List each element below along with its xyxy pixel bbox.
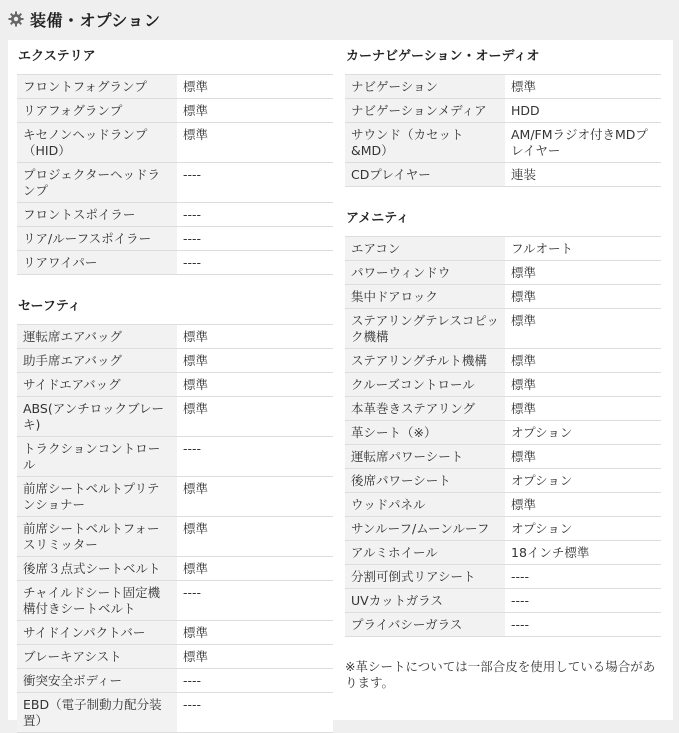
spec-label: リア/ルーフスポイラー bbox=[17, 227, 177, 251]
spec-value: 18インチ標準 bbox=[505, 541, 661, 565]
spec-value: 標準 bbox=[177, 325, 333, 349]
table-row bbox=[345, 421, 661, 445]
table-row bbox=[345, 309, 661, 349]
spec-value: 標準 bbox=[177, 99, 333, 123]
spec-value: 標準 bbox=[177, 373, 333, 397]
spec-value: AM/FMラジオ付きMDプレイヤー bbox=[505, 123, 661, 163]
spec-label: サイドエアバッグ bbox=[17, 373, 177, 397]
table-row bbox=[17, 349, 333, 373]
spec-value: ---- bbox=[177, 581, 333, 621]
table-row bbox=[17, 123, 333, 163]
spec-label: リアワイパー bbox=[17, 251, 177, 275]
table-row bbox=[345, 541, 661, 565]
spec-label: CDプレイヤー bbox=[345, 163, 505, 187]
table-row bbox=[17, 373, 333, 397]
table-row bbox=[17, 227, 333, 251]
table-row bbox=[17, 557, 333, 581]
spec-value: オプション bbox=[505, 517, 661, 541]
spec-value: ---- bbox=[505, 613, 661, 637]
spec-value: 標準 bbox=[505, 261, 661, 285]
spec-label: サンルーフ/ムーンルーフ bbox=[345, 517, 505, 541]
table-row bbox=[345, 163, 661, 187]
spec-label: プライバシーガラス bbox=[345, 613, 505, 637]
table-row bbox=[345, 517, 661, 541]
spec-label: 助手席エアバッグ bbox=[17, 349, 177, 373]
spec-label: 前席シートベルトプリテンショナー bbox=[17, 477, 177, 517]
table-row bbox=[17, 397, 333, 437]
spec-value: 標準 bbox=[505, 309, 661, 349]
spec-label: 後席パワーシート bbox=[345, 469, 505, 493]
table-row bbox=[17, 645, 333, 669]
spec-label: 集中ドアロック bbox=[345, 285, 505, 309]
spec-label: チャイルドシート固定機構付きシートベルト bbox=[17, 581, 177, 621]
table-row bbox=[17, 99, 333, 123]
table-row bbox=[17, 75, 333, 99]
spec-label: エアコン bbox=[345, 237, 505, 261]
spec-value: 標準 bbox=[177, 557, 333, 581]
spec-table bbox=[17, 325, 333, 733]
section-title: アメニティ bbox=[345, 202, 661, 237]
table-row bbox=[17, 437, 333, 477]
spec-label: ABS(アンチロックブレーキ) bbox=[17, 397, 177, 437]
table-row bbox=[17, 163, 333, 203]
spec-value: 標準 bbox=[177, 397, 333, 437]
table-row bbox=[345, 99, 661, 123]
spec-value: 標準 bbox=[505, 349, 661, 373]
section-header bbox=[0, 0, 679, 38]
spec-label: ステアリングチルト機構 bbox=[345, 349, 505, 373]
spec-value: 標準 bbox=[177, 621, 333, 645]
spec-label: 本革巻きステアリング bbox=[345, 397, 505, 421]
equipment-panel bbox=[8, 40, 673, 728]
spec-value: ---- bbox=[177, 203, 333, 227]
spec-value: HDD bbox=[505, 99, 661, 123]
spec-value: 標準 bbox=[505, 373, 661, 397]
spec-value: ---- bbox=[177, 163, 333, 203]
table-row bbox=[345, 349, 661, 373]
spec-label: EBD（電子制動力配分装置） bbox=[17, 693, 177, 733]
table-row bbox=[345, 565, 661, 589]
section-title: セーフティ bbox=[17, 290, 333, 325]
table-row bbox=[345, 261, 661, 285]
table-row bbox=[17, 251, 333, 275]
spec-value: ---- bbox=[177, 669, 333, 693]
spec-value: ---- bbox=[505, 589, 661, 613]
spec-label: フロントスポイラー bbox=[17, 203, 177, 227]
gear-icon bbox=[8, 11, 24, 27]
table-row bbox=[345, 493, 661, 517]
spec-label: ステアリングテレスコピック機構 bbox=[345, 309, 505, 349]
section-title: カーナビゲーション・オーディオ bbox=[345, 40, 661, 75]
spec-table bbox=[17, 75, 333, 275]
table-row bbox=[345, 373, 661, 397]
spec-value: ---- bbox=[177, 693, 333, 733]
table-row bbox=[345, 445, 661, 469]
spec-label: キセノンヘッドランプ（HID） bbox=[17, 123, 177, 163]
spec-value: ---- bbox=[505, 565, 661, 589]
spec-label: 分割可倒式リアシート bbox=[345, 565, 505, 589]
spec-label: アルミホイール bbox=[345, 541, 505, 565]
spec-label: リアフォグランプ bbox=[17, 99, 177, 123]
spec-value: ---- bbox=[177, 437, 333, 477]
spec-value: 標準 bbox=[505, 397, 661, 421]
spec-value: 標準 bbox=[505, 75, 661, 99]
table-row bbox=[17, 581, 333, 621]
spec-label: 運転席パワーシート bbox=[345, 445, 505, 469]
spec-label: トラクションコントロール bbox=[17, 437, 177, 477]
spec-value: 標準 bbox=[177, 477, 333, 517]
page-title: 装備・オプション bbox=[30, 10, 161, 30]
spec-label: 前席シートベルトフォースリミッター bbox=[17, 517, 177, 557]
spec-value: 標準 bbox=[177, 123, 333, 163]
spec-value: 標準 bbox=[177, 349, 333, 373]
table-row bbox=[345, 469, 661, 493]
table-row bbox=[17, 517, 333, 557]
spec-value: フルオート bbox=[505, 237, 661, 261]
table-row bbox=[17, 203, 333, 227]
spec-value: 標準 bbox=[505, 493, 661, 517]
table-row bbox=[345, 123, 661, 163]
table-row bbox=[345, 75, 661, 99]
right-column bbox=[345, 40, 661, 637]
footnote: ※革シートについては一部合皮を使用している場合があります。 bbox=[345, 659, 656, 690]
spec-value: 標準 bbox=[505, 445, 661, 469]
spec-label: プロジェクターヘッドランプ bbox=[17, 163, 177, 203]
spec-value: 標準 bbox=[177, 517, 333, 557]
spec-label: 衝突安全ボディー bbox=[17, 669, 177, 693]
spec-value: 標準 bbox=[177, 645, 333, 669]
table-row bbox=[345, 397, 661, 421]
spec-label: サイドインパクトバー bbox=[17, 621, 177, 645]
spec-label: ナビゲーションメディア bbox=[345, 99, 505, 123]
spec-label: ウッドパネル bbox=[345, 493, 505, 517]
spec-table bbox=[345, 237, 661, 637]
spec-label: 運転席エアバッグ bbox=[17, 325, 177, 349]
table-row bbox=[345, 589, 661, 613]
spec-value: オプション bbox=[505, 469, 661, 493]
spec-label: ナビゲーション bbox=[345, 75, 505, 99]
spec-value: 標準 bbox=[177, 75, 333, 99]
section-title: エクステリア bbox=[17, 40, 333, 75]
spec-label: 後席３点式シートベルト bbox=[17, 557, 177, 581]
table-row bbox=[345, 613, 661, 637]
spec-label: クルーズコントロール bbox=[345, 373, 505, 397]
spec-value: ---- bbox=[177, 251, 333, 275]
table-row bbox=[345, 285, 661, 309]
table-row bbox=[17, 325, 333, 349]
spec-value: 連装 bbox=[505, 163, 661, 187]
spec-label: ブレーキアシスト bbox=[17, 645, 177, 669]
spec-label: フロントフォグランプ bbox=[17, 75, 177, 99]
table-row bbox=[345, 237, 661, 261]
table-row bbox=[17, 477, 333, 517]
spec-value: オプション bbox=[505, 421, 661, 445]
spec-label: パワーウィンドウ bbox=[345, 261, 505, 285]
table-row bbox=[17, 669, 333, 693]
spec-label: UVカットガラス bbox=[345, 589, 505, 613]
spec-value: 標準 bbox=[505, 285, 661, 309]
spec-table bbox=[345, 75, 661, 187]
spec-label: サウンド（カセット&MD） bbox=[345, 123, 505, 163]
spec-label: 革シート（※） bbox=[345, 421, 505, 445]
left-column bbox=[17, 40, 333, 733]
spec-value: ---- bbox=[177, 227, 333, 251]
table-row bbox=[17, 621, 333, 645]
